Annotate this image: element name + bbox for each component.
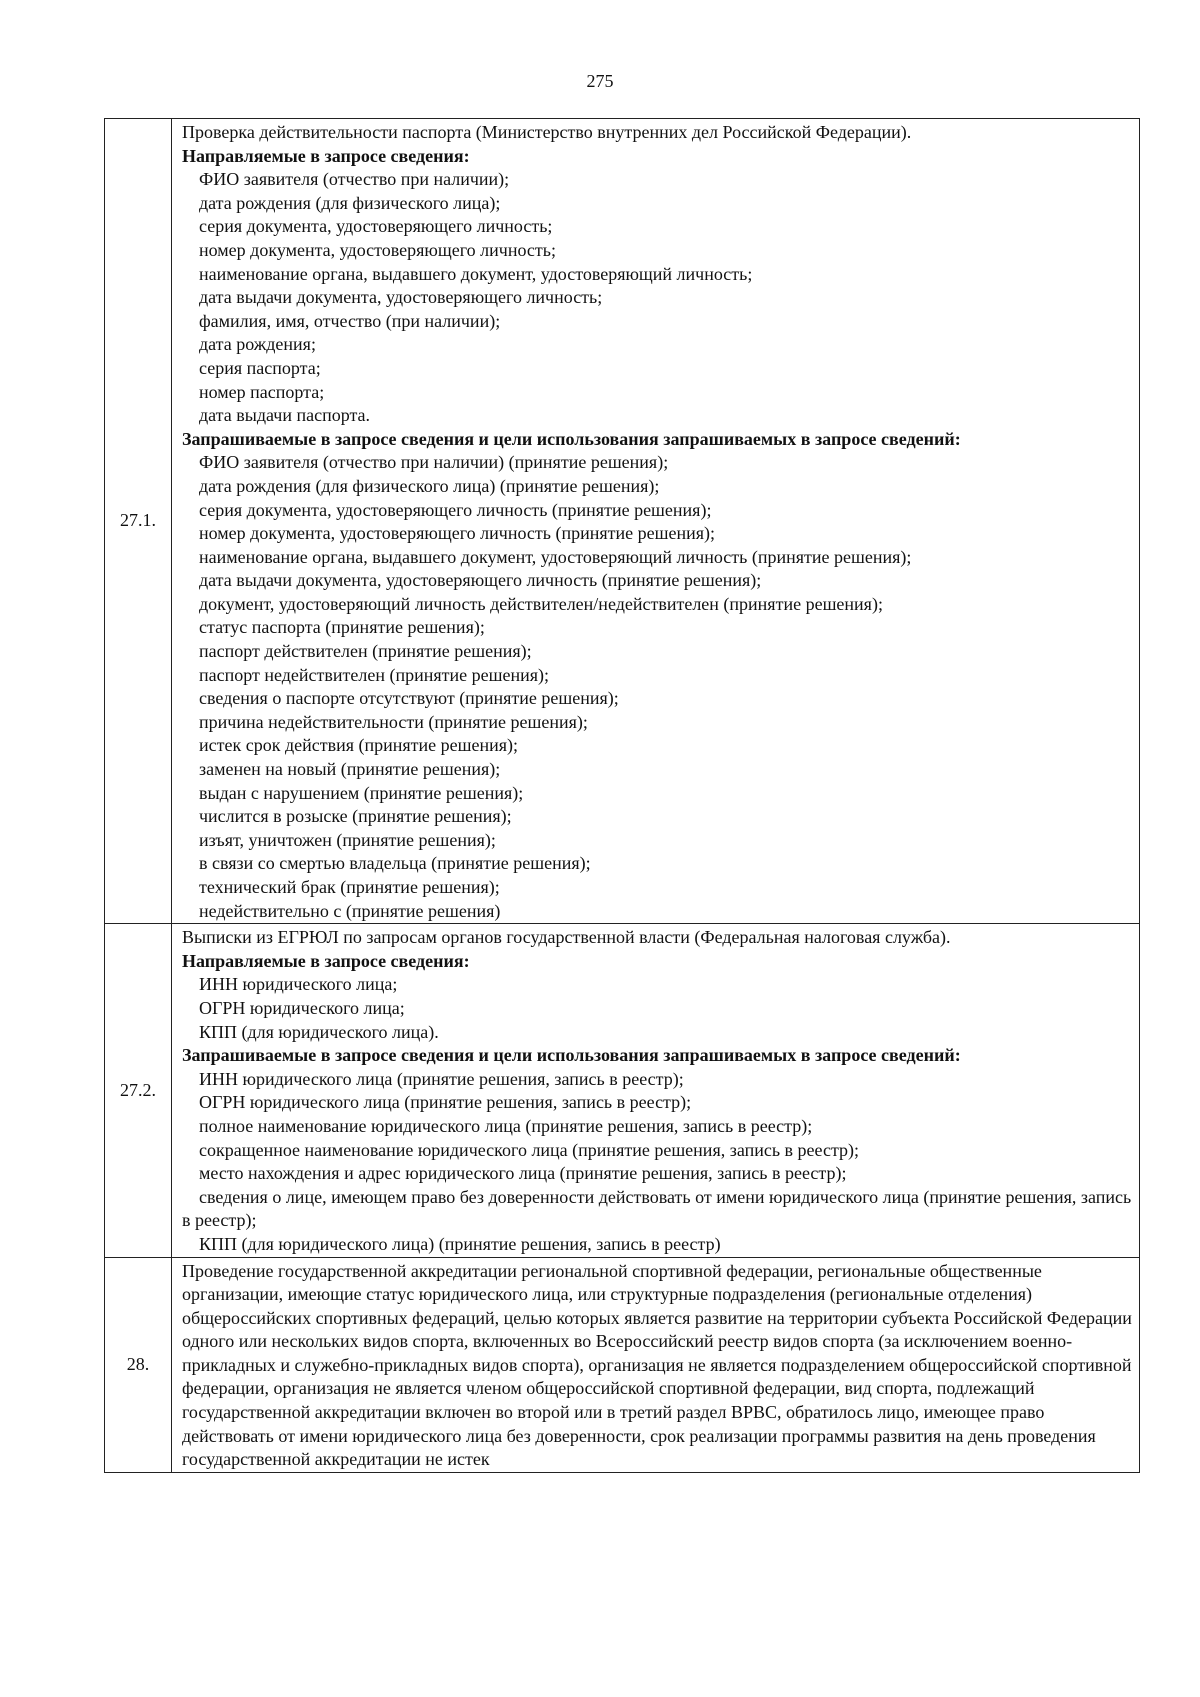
table-row [105, 1257, 1140, 1472]
list-item: паспорт недействителен (принятие решения); [199, 664, 550, 685]
row-content [172, 119, 1140, 924]
row-content [172, 924, 1140, 1257]
sent-list [182, 168, 1133, 428]
row-number: 27.1. [105, 119, 172, 924]
list-item: дата рождения (для физического лица) (принятие решения); [199, 475, 660, 496]
list-item: наименование органа, выдавшего документ, удостоверяющий личность; [199, 263, 753, 284]
list-item: ФИО заявителя (отчество при наличии) (принятие решения); [199, 452, 669, 473]
list-item: паспорт действителен (принятие решения); [199, 641, 532, 662]
list-item: сведения о лице, имеющем право без доверенности действовать от имени юридического лица (принятие решения, запись в реестр); [182, 1186, 1132, 1231]
table-row [105, 119, 1140, 924]
sent-list [182, 973, 1133, 1044]
list-item: ОГРН юридического лица; [199, 997, 405, 1018]
list-item: серия паспорта; [199, 357, 321, 378]
sent-label: Направляемые в запросе сведения: [182, 950, 470, 971]
row-paragraph: Проведение государственной аккредитации региональной спортивной федерации, региональные общественные организации, имеющие статус юридического лица, или структурные подразделения (региональные отделения) общероссийских спортивных федераций, целью которых является развитие на территории субъекта Российской Федерации одного или нескольких видов спорта, включенных во Всероссийский реестр видов спорта (за исключением военно-прикладных и служебно-прикладных видов спорта), организация не является подразделением общероссийской спортивной федерации, организация не является членом общероссийской спортивной федерации, вид спорта, подлежащий государственной аккредитации включен во второй или в третий раздел ВРВС, обратилось лицо, имеющее право действовать от имени юридического лица без доверенности, срок реализации программы развития на день проведения государственной аккредитации не истек [182, 1260, 1132, 1470]
list-item: ОГРН юридического лица (принятие решения, запись в реестр); [199, 1092, 692, 1113]
list-item: дата выдачи документа, удостоверяющего личность; [199, 287, 603, 308]
row-number: 28. [105, 1257, 172, 1472]
table-row [105, 924, 1140, 1257]
list-item: причина недействительности (принятие решения); [199, 711, 588, 732]
list-item: ИНН юридического лица; [199, 974, 398, 995]
list-item: КПП (для юридического лица) (принятие решения, запись в реестр) [199, 1233, 721, 1254]
services-table [104, 118, 1140, 1473]
list-item: номер документа, удостоверяющего личность; [199, 239, 556, 260]
list-item: дата выдачи документа, удостоверяющего личность (принятие решения); [199, 570, 762, 591]
list-item: истек срок действия (принятие решения); [199, 735, 519, 756]
list-item: статус паспорта (принятие решения); [199, 617, 485, 638]
list-item: ФИО заявителя (отчество при наличии); [199, 169, 510, 190]
list-item: сокращенное наименование юридического лица (принятие решения, запись в реестр); [199, 1139, 860, 1160]
list-item: дата выдачи паспорта. [199, 405, 371, 426]
list-item: технический брак (принятие решения); [199, 877, 500, 897]
list-item: заменен на новый (принятие решения); [199, 759, 501, 780]
requested-label: Запрашиваемые в запросе сведения и цели использования запрашиваемых в запросе сведений: [182, 428, 961, 449]
list-item: наименование органа, выдавшего документ, удостоверяющий личность (принятие решения); [199, 546, 912, 567]
list-item: КПП (для юридического лица). [199, 1021, 439, 1042]
list-item: полное наименование юридического лица (принятие решения, запись в реестр); [199, 1115, 813, 1136]
requested-list [182, 451, 1133, 923]
requested-label: Запрашиваемые в запросе сведения и цели использования запрашиваемых в запросе сведений: [182, 1045, 961, 1066]
row-number: 27.2. [105, 924, 172, 1257]
list-item: документ, удостоверяющий личность действителен/недействителен (принятие решения); [199, 593, 883, 614]
list-item: номер паспорта; [199, 381, 325, 402]
list-item: в связи со смертью владельца (принятие решения); [199, 853, 591, 874]
list-item: ИНН юридического лица (принятие решения, запись в реестр); [199, 1068, 684, 1089]
list-item: номер документа, удостоверяющего личность (принятие решения); [199, 523, 716, 544]
list-item: серия документа, удостоверяющего личность (принятие решения); [199, 499, 712, 520]
list-item: выдан с нарушением (принятие решения); [199, 782, 524, 803]
list-item: числится в розыске (принятие решения); [199, 806, 512, 827]
list-item: дата рождения; [199, 334, 316, 355]
requested-list [182, 1068, 1133, 1257]
list-item: место нахождения и адрес юридического лица (принятие решения, запись в реестр); [199, 1163, 847, 1184]
sent-label: Направляемые в запросе сведения: [182, 145, 470, 166]
row-heading: Проверка действительности паспорта (Министерство внутренних дел Российской Федерации). [182, 122, 912, 142]
list-item: сведения о паспорте отсутствуют (принятие решения); [199, 688, 619, 709]
list-item: изъят, уничтожен (принятие решения); [199, 829, 496, 850]
row-heading: Выписки из ЕГРЮЛ по запросам органов государственной власти (Федеральная налоговая служба). [182, 927, 951, 948]
row-content [172, 1257, 1140, 1472]
page-number: 275 [586, 71, 614, 91]
list-item: фамилия, имя, отчество (при наличии); [199, 310, 501, 331]
list-item: серия документа, удостоверяющего личность; [199, 216, 553, 237]
list-item: недействительно с (принятие решения) [199, 900, 501, 921]
list-item: дата рождения (для физического лица); [199, 192, 501, 213]
